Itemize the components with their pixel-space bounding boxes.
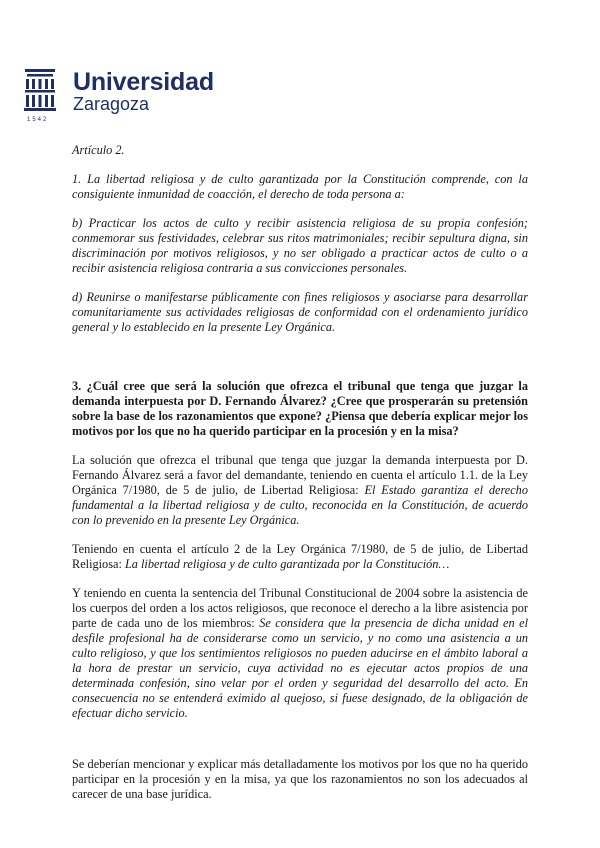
- article-title: Artículo 2.: [72, 143, 125, 157]
- answer-2-text: Teniendo en cuenta el artículo 2 de la Ley Orgánica 7/1980, de 5 de julio, de Libertad Religiosa:: [72, 542, 528, 571]
- answer-paragraph-2: [72, 542, 528, 572]
- logo-year: 1542: [27, 117, 49, 123]
- document-body: [72, 143, 528, 802]
- answer-1-quote: El Estado garantiza el derecho fundamental a la libertad religiosa y de culto, reconocida en la Constitución, de acuerdo con lo prevenido en la presente Ley Orgánica.: [72, 483, 528, 527]
- answer-2-quote: La libertad religiosa y de culto garantizada por la Constitución…: [124, 557, 450, 571]
- answer-1-text: La solución que ofrezca el tribunal que tenga que juzgar la demanda interpuesta por D. Fernando Álvarez será a favor del demandante, teniendo en cuenta el artículo 1.1. de la Ley Orgánica 7/1980, de 5 de julio, de Libertad Religiosa:: [72, 453, 528, 497]
- logo-city: Zaragoza: [73, 94, 150, 114]
- answer-paragraph-4: Se deberían mencionar y explicar más detalladamente los motivos por los que no ha querido participar en la procesión y en la misa, ya que los razonamientos no son los adecuados al carecer de una base jurídica.: [72, 757, 528, 801]
- logo-name: Universidad: [73, 68, 214, 96]
- article-paragraph-b: b) Practicar los actos de culto y recibir asistencia religiosa de su propia confesión; conmemorar sus festividades, celebrar sus ritos matrimoniales; recibir sepultura digna, sin discriminación por motivos religiosos, y no ser obligado a practicar actos de culto o a recibir asistencia religiosa contraria a sus convicciones personales.: [72, 216, 528, 275]
- university-logo: [23, 68, 213, 126]
- answer-3-quote: Se considera que la presencia de dicha unidad en el desfile profesional ha de considerarse como un servicio, y no como una asistencia a un culto religioso, y que los sentimientos religiosos no pueden aducirse en el ámbito laboral a la hora de prestar un servicio, cuya actividad no es ejecutar actos propios de una determinada confesión, sino velar por el orden y seguridad del desarrollo del acto. En consecuencia no se entenderá eximido al quejoso, si fuese designado, de la obligación de efectuar dicho servicio.: [72, 616, 528, 720]
- article-paragraph-1: 1. La libertad religiosa y de culto garantizada por la Constitución comprende, con la consiguiente inmunidad de coacción, el derecho de toda persona a:: [72, 172, 528, 201]
- answer-paragraph-3: [72, 586, 528, 721]
- question-3: 3. ¿Cuál cree que será la solución que ofrezca el tribunal que tenga que juzgar la demanda interpuesta por D. Fernando Álvarez? ¿Cree que prosperarán su pretensión sobre la base de los razonamientos que expone? ¿Piensa que debería explicar mejor los motivos por los que no ha querido participar en la procesión y en la misa?: [72, 379, 528, 438]
- article-paragraph-d: d) Reunirse o manifestarse públicamente con fines religiosos y asociarse para desarrollar comunitariamente sus actividades religiosas de conformidad con el ordenamiento jurídico general y lo establecido en la presente Ley Orgánica.: [72, 290, 528, 334]
- answer-paragraph-1: [72, 453, 528, 528]
- answer-3-text: Y teniendo en cuenta la sentencia del Tribunal Constitucional de 2004 sobre la asistencia de los cuerpos del orden a los actos religiosos, que reconoce el derecho a la libre asistencia por parte de cada uno de los miembros:: [72, 586, 528, 630]
